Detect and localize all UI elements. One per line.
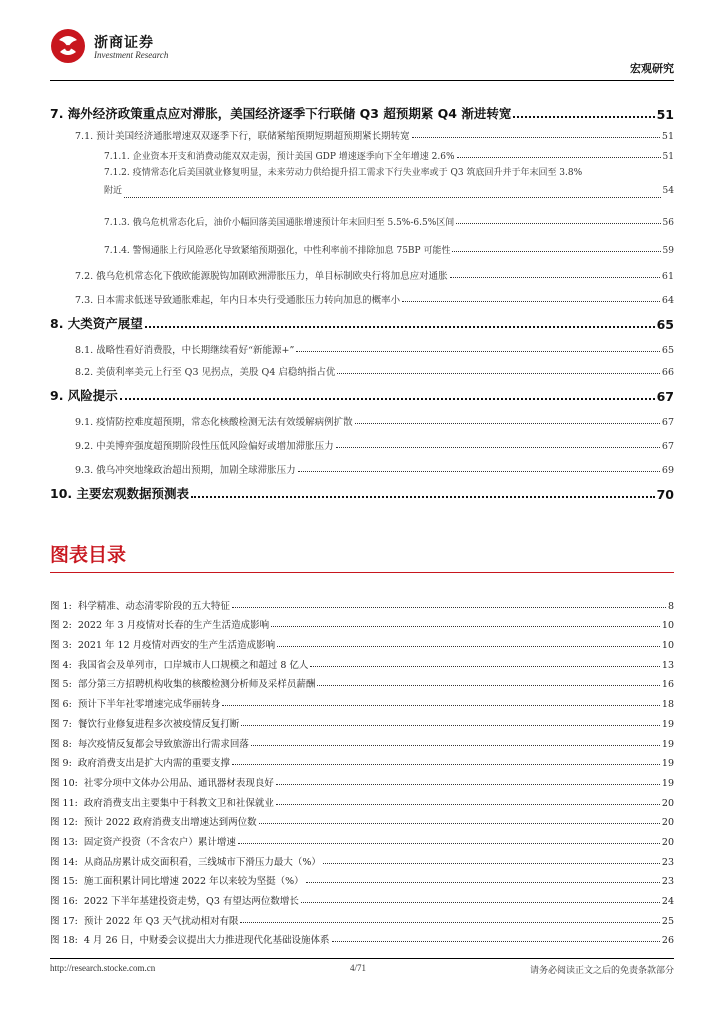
- leader-dots: [301, 902, 660, 903]
- figure-page: 8: [667, 600, 674, 612]
- figure-num: 图 9:: [50, 758, 72, 770]
- figure-page: 20: [661, 817, 674, 829]
- toc-entry-page: 66: [661, 367, 674, 378]
- toc-entry-page: 51: [656, 107, 674, 122]
- leader-dots: [456, 223, 660, 224]
- toc-entry-title: 7.1.1. 企业资本开支和消费动能双双走弱，预计美国 GDP 增速逐季向下全年增速 2.6%: [104, 152, 455, 162]
- figure-num: 图 14:: [50, 856, 78, 868]
- figure-num: 图 4:: [50, 659, 72, 671]
- leader-dots: [317, 685, 660, 686]
- figure-page: 13: [661, 659, 674, 671]
- figure-entry[interactable]: [50, 789, 674, 809]
- leader-dots: [277, 646, 660, 647]
- figure-entry[interactable]: [50, 690, 674, 710]
- toc-entry-title: 7. 海外经济政策重点应对滞胀，美国经济逐季下行联储 Q3 超预期紧 Q4 渐进转宽: [50, 106, 512, 121]
- figure-page: 18: [661, 699, 674, 711]
- leader-dots: [355, 423, 660, 424]
- figure-page: 10: [661, 620, 674, 632]
- leader-dots: [452, 251, 660, 252]
- toc-entry-title: 9.3. 俄乌冲突地缘政治超出预期，加剧全球滞胀压力: [75, 465, 296, 476]
- toc-entry[interactable]: [50, 282, 674, 306]
- toc-entry[interactable]: [50, 428, 674, 452]
- figure-entry[interactable]: [50, 592, 674, 612]
- figure-entry[interactable]: [50, 612, 674, 632]
- figure-entry[interactable]: [50, 927, 674, 947]
- figure-title: 我国省会及单列市，口岸城市人口规模之和超过 8 亿人: [77, 659, 309, 671]
- figure-title: 2022 下半年基建投资走势，Q3 有望达两位数增长: [83, 896, 299, 907]
- header-divider: [50, 80, 674, 81]
- figure-num: 图 2:: [50, 620, 72, 632]
- figure-entry[interactable]: [50, 907, 674, 927]
- report-type: 宏观研究: [630, 62, 674, 75]
- toc-entry[interactable]: [50, 452, 674, 476]
- figure-title: 部分第三方招聘机构收集的核酸检测分析师及采样员薪酬: [77, 679, 316, 691]
- section-divider: [50, 572, 674, 573]
- toc-entry-title-continued: 附近: [104, 186, 123, 196]
- leader-dots: [259, 823, 660, 824]
- figure-page: 23: [661, 876, 674, 888]
- toc-entry[interactable]: [50, 162, 674, 202]
- footer-url[interactable]: http://research.stocke.com.cn: [50, 963, 156, 973]
- toc-entry-title: 7.3. 日本需求低迷导致通胀难起，年内日本央行受通胀压力转向加息的概率小: [75, 295, 401, 306]
- toc-entry-title: 9.2. 中美博弈强度超预期阶段性压低风险偏好或增加滞胀压力: [75, 441, 334, 452]
- toc-entry[interactable]: [50, 202, 674, 228]
- toc-entry-page: 69: [661, 465, 674, 476]
- brand-name-cn: 浙商证券: [94, 35, 154, 51]
- toc-entry[interactable]: [50, 228, 674, 256]
- figure-num: 图 1:: [50, 600, 72, 612]
- figure-num: 图 15:: [50, 876, 78, 888]
- toc-entry[interactable]: [50, 306, 674, 332]
- figure-title: 固定资产投资（不含农户）累计增速: [83, 836, 236, 848]
- figure-num: 图 12:: [50, 817, 78, 829]
- figure-entry[interactable]: [50, 651, 674, 671]
- toc-entry-page: 56: [662, 218, 674, 228]
- figure-entry[interactable]: [50, 750, 674, 770]
- leader-dots: [402, 301, 660, 302]
- figure-num: 图 8:: [50, 738, 72, 750]
- toc-entry[interactable]: [50, 356, 674, 378]
- toc-entry-title: 9.1. 疫情防控难度超预期，常态化核酸检测无法有效缓解病例扩散: [75, 417, 353, 428]
- toc-entry[interactable]: [50, 332, 674, 356]
- toc-entry-page: 70: [656, 487, 674, 502]
- leader-dots: [232, 607, 666, 608]
- toc-entry-title: 8.1. 战略性看好消费股，中长期继续看好“新能源+”: [75, 345, 295, 356]
- figure-page: 19: [661, 738, 674, 750]
- toc-entry-page: 59: [662, 246, 674, 256]
- leader-dots: [241, 725, 660, 726]
- figure-num: 图 16:: [50, 896, 78, 907]
- leader-dots: [298, 471, 660, 472]
- toc-entry-page: 67: [661, 417, 674, 428]
- figure-page: 25: [661, 915, 674, 927]
- leader-dots: [332, 941, 660, 942]
- toc-entry-page: 51: [662, 152, 674, 162]
- toc-entry-title: 9. 风险提示: [50, 388, 118, 403]
- leader-dots: [306, 882, 660, 883]
- leader-dots: [276, 804, 660, 805]
- page-footer: [50, 958, 674, 980]
- leader-dots: [238, 843, 660, 844]
- brand-name-en: Investment Research: [94, 50, 169, 60]
- figure-page: 19: [661, 718, 674, 730]
- leader-dots: [251, 745, 660, 746]
- toc-entry[interactable]: [50, 378, 674, 404]
- figure-entry[interactable]: [50, 868, 674, 888]
- figure-num: 图 5:: [50, 679, 72, 691]
- figure-num: 图 10:: [50, 777, 78, 789]
- leader-dots: [124, 197, 661, 198]
- leader-dots: [457, 157, 661, 158]
- figure-title: 预计下半年社零增速完成华丽转身: [77, 699, 221, 711]
- toc-entry[interactable]: [50, 142, 674, 162]
- figure-page: 24: [661, 896, 674, 907]
- table-of-contents: [50, 100, 674, 502]
- toc-entry[interactable]: [50, 256, 674, 282]
- figure-entry[interactable]: [50, 671, 674, 691]
- page-header: [50, 28, 674, 80]
- figure-entry[interactable]: [50, 848, 674, 868]
- leader-dots: [296, 351, 660, 352]
- toc-entry-page: 67: [656, 389, 674, 404]
- page-number: 4/71: [350, 963, 367, 973]
- figure-num: 图 7:: [50, 718, 72, 730]
- figure-title: 科学精准、动态清零阶段的五大特征: [77, 600, 230, 612]
- toc-entry-title: 7.1. 预计美国经济通胀增速双双逐季下行，联储紧缩预期短期超预期紧长期转宽: [75, 131, 410, 142]
- figure-entry[interactable]: [50, 730, 674, 750]
- figure-page: 10: [661, 640, 674, 652]
- leader-dots: [337, 373, 660, 374]
- leader-dots: [222, 705, 660, 706]
- leader-dots: [323, 863, 660, 864]
- figure-page: 26: [661, 935, 674, 947]
- figure-title: 2022 年 3 月疫情对长春的生产生活造成影响: [77, 620, 270, 632]
- figure-num: 图 3:: [50, 640, 72, 652]
- brand-logo-icon: [50, 28, 86, 64]
- figure-entry[interactable]: [50, 710, 674, 730]
- toc-entry-page: 65: [661, 345, 674, 356]
- figure-title: 2021 年 12 月疫情对西安的生产生活造成影响: [77, 640, 276, 652]
- figure-page: 23: [661, 856, 674, 868]
- figure-entry[interactable]: [50, 631, 674, 651]
- leader-dots: [232, 764, 660, 765]
- toc-entry-title: 8.2. 美债利率美元上行至 Q3 见拐点，美股 Q4 启稳纳指占优: [75, 367, 336, 378]
- leader-dots: [276, 784, 660, 785]
- toc-entry-page: 51: [661, 131, 674, 142]
- toc-entry[interactable]: [50, 100, 674, 122]
- toc-entry-page: 64: [661, 295, 674, 306]
- figure-title: 政府消费支出主要集中于科教文卫和社保就业: [83, 797, 274, 809]
- toc-entry-title: 8. 大类资产展望: [50, 316, 143, 331]
- figure-num: 图 13:: [50, 836, 78, 848]
- toc-entry-title: 7.1.3. 俄乌危机常态化后，油价小幅回落美国通胀增速预计年末回归至 5.5%-6.5%区间: [104, 218, 455, 228]
- figure-title: 社零分项中文体办公用品、通讯器材表现良好: [83, 777, 274, 789]
- leader-dots: [145, 326, 655, 328]
- leader-dots: [120, 398, 655, 400]
- toc-entry-page: 54: [662, 186, 674, 196]
- figure-page: 20: [661, 836, 674, 848]
- toc-entry-title: 7.2. 俄乌危机常态化下俄欧能源脱钩加剧欧洲滞胀压力，单目标制欧央行将加息应对通胀: [75, 271, 448, 282]
- leader-dots: [412, 137, 660, 138]
- figure-title: 预计 2022 年 Q3 天气扰动相对有限: [83, 915, 239, 927]
- figure-title: 预计 2022 政府消费支出增速达到两位数: [83, 817, 257, 829]
- leader-dots: [191, 496, 655, 498]
- figure-page: 16: [661, 679, 674, 691]
- figure-title: 餐饮行业修复进程多次被疫情反复打断: [77, 718, 240, 730]
- leader-dots: [513, 116, 654, 118]
- toc-entry[interactable]: [50, 122, 674, 142]
- figure-page: 19: [661, 758, 674, 770]
- figure-title: 政府消费支出是扩大内需的重要支撑: [77, 758, 230, 770]
- figure-num: 图 17:: [50, 915, 78, 927]
- figure-list: [50, 592, 674, 946]
- toc-entry[interactable]: [50, 476, 674, 502]
- figure-entry[interactable]: [50, 887, 674, 907]
- toc-entry-title: 10. 主要宏观数据预测表: [50, 486, 189, 501]
- figure-entry[interactable]: [50, 769, 674, 789]
- leader-dots: [310, 666, 660, 667]
- leader-dots: [450, 277, 660, 278]
- toc-entry-page: 61: [661, 271, 674, 282]
- figure-title: 从商品房累计成交面积看，三线城市下滑压力最大（%）: [83, 856, 321, 868]
- figure-title: 4 月 26 日，中财委会议提出大力推进现代化基础设施体系: [83, 935, 330, 947]
- toc-entry-title: 7.1.2. 疫情常态化后美国就业修复明显，未来劳动力供给提升招工需求下行失业率或于 Q3 筑底回升并于年末回至 3.8%: [104, 168, 583, 178]
- figure-num: 图 6:: [50, 699, 72, 711]
- figure-num: 图 18:: [50, 935, 78, 947]
- leader-dots: [336, 447, 660, 448]
- disclaimer-note: 请务必阅读正文之后的免责条款部分: [529, 966, 674, 976]
- figure-page: 19: [661, 777, 674, 789]
- figure-num: 图 11:: [50, 797, 78, 809]
- figure-entry[interactable]: [50, 809, 674, 829]
- toc-entry-page: 65: [656, 317, 674, 332]
- toc-entry[interactable]: [50, 404, 674, 428]
- toc-entry-title: 7.1.4. 警惕通胀上行风险恶化导致紧缩预期强化，中性利率前不排除加息 75BP 可能性: [104, 246, 451, 256]
- figure-entry[interactable]: [50, 828, 674, 848]
- figure-page: 20: [661, 797, 674, 809]
- toc-entry-page: 67: [661, 441, 674, 452]
- leader-dots: [271, 626, 660, 627]
- leader-dots: [240, 922, 659, 923]
- figure-list-title: 图表目录: [50, 544, 127, 566]
- figure-title: 施工面积累计同比增速 2022 年以来较为坚挺（%）: [83, 876, 304, 888]
- figure-title: 每次疫情反复都会导致旅游出行需求回落: [77, 738, 249, 750]
